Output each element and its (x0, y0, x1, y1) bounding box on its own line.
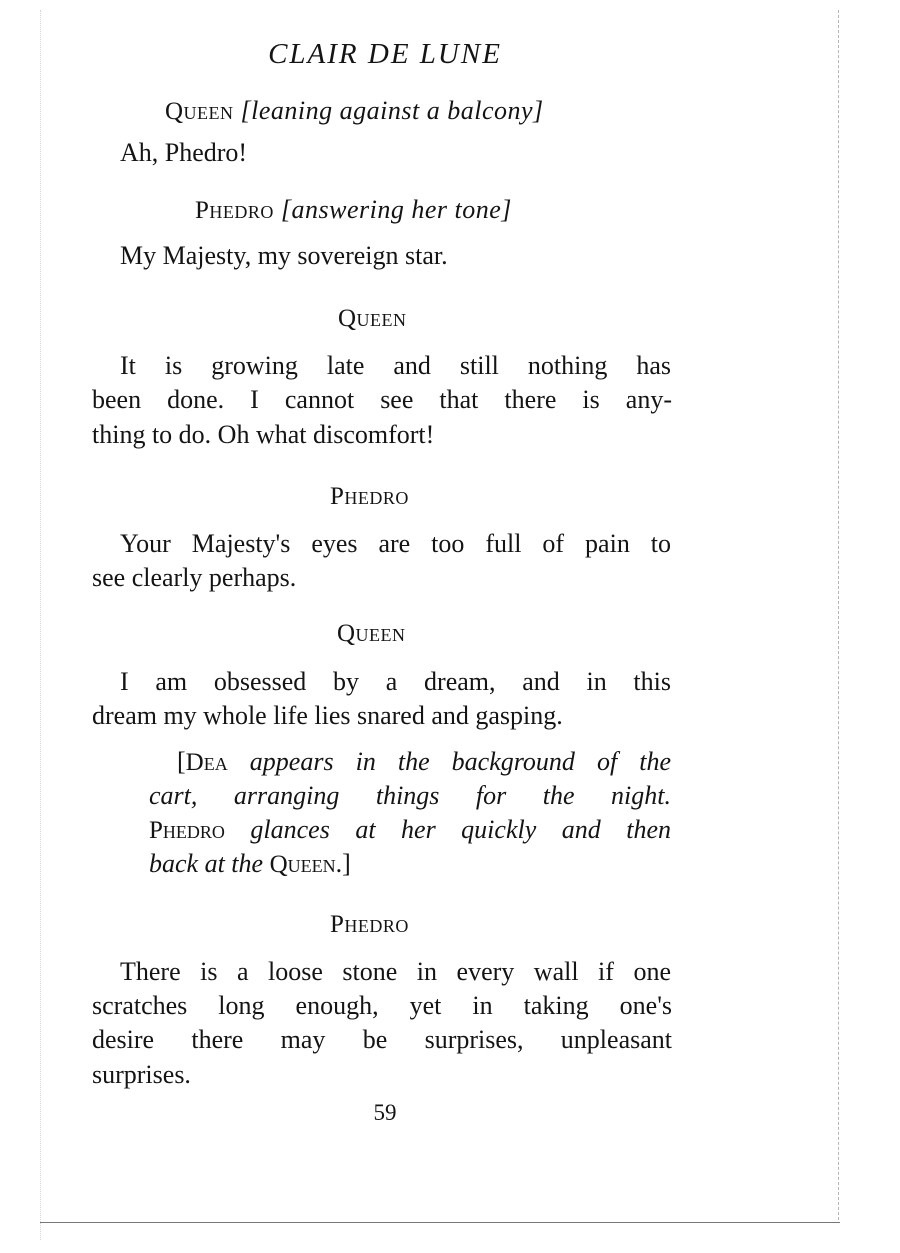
dialogue-line: My Majesty, my sovereign star. (120, 241, 448, 270)
page-number: 59 (373, 1100, 397, 1125)
running-header: CLAIR DE LUNE (268, 38, 502, 70)
scan-edge-right (838, 10, 839, 1220)
dialogue-line: see clearly perhaps. (92, 563, 297, 592)
scan-edge-bottom (40, 1222, 840, 1223)
stage-direction-line (177, 745, 671, 781)
character-name: Queen (269, 851, 336, 878)
dialogue-line: I am obsessed by a dream, and in this (120, 667, 671, 696)
stage-direction-text: glances at her quickly and then (224, 815, 671, 844)
dialogue-line: thing to do. Oh what discomfort! (92, 420, 435, 449)
stage-direction-line (149, 813, 671, 849)
dialogue-line: desire there may be surprises, unpleasant (92, 1025, 672, 1054)
speaker-name: Phedro (330, 911, 409, 938)
stage-direction-line (149, 847, 729, 883)
stage-direction-line: cart, arranging things for the night. (149, 781, 671, 810)
dialogue-line: Your Majesty's eyes are too full of pain to (120, 529, 671, 558)
speaker-heading (195, 195, 512, 225)
speaker-name: Queen (165, 98, 234, 125)
speaker-heading (165, 96, 544, 126)
bracket: [ (177, 747, 186, 776)
dialogue-line: It is growing late and still nothing has (120, 351, 671, 380)
character-name: Dea (185, 749, 228, 776)
dialogue-line: scratches long enough, yet in taking one's (92, 991, 672, 1020)
dialogue-line: dream my whole life lies snared and gasping. (92, 701, 563, 730)
dialogue-line: There is a loose stone in every wall if one (120, 957, 671, 986)
stage-direction-text: back at the (149, 849, 270, 878)
stage-direction-text: appears in the background of the (227, 747, 671, 776)
bracket: .] (335, 849, 351, 878)
stage-direction: [leaning against a balcony] (240, 96, 544, 125)
stage-direction: [answering her tone] (280, 195, 512, 224)
scan-edge-left (40, 10, 41, 1240)
dialogue-line: been done. I cannot see that there is any- (92, 385, 672, 414)
speaker-name: Phedro (330, 483, 409, 510)
dialogue-line: Ah, Phedro! (120, 138, 248, 167)
speaker-name: Queen (338, 305, 407, 332)
speaker-name: Phedro (195, 197, 274, 224)
character-name: Phedro (149, 817, 225, 844)
speaker-name: Queen (337, 620, 406, 647)
dialogue-line: surprises. (92, 1060, 191, 1089)
